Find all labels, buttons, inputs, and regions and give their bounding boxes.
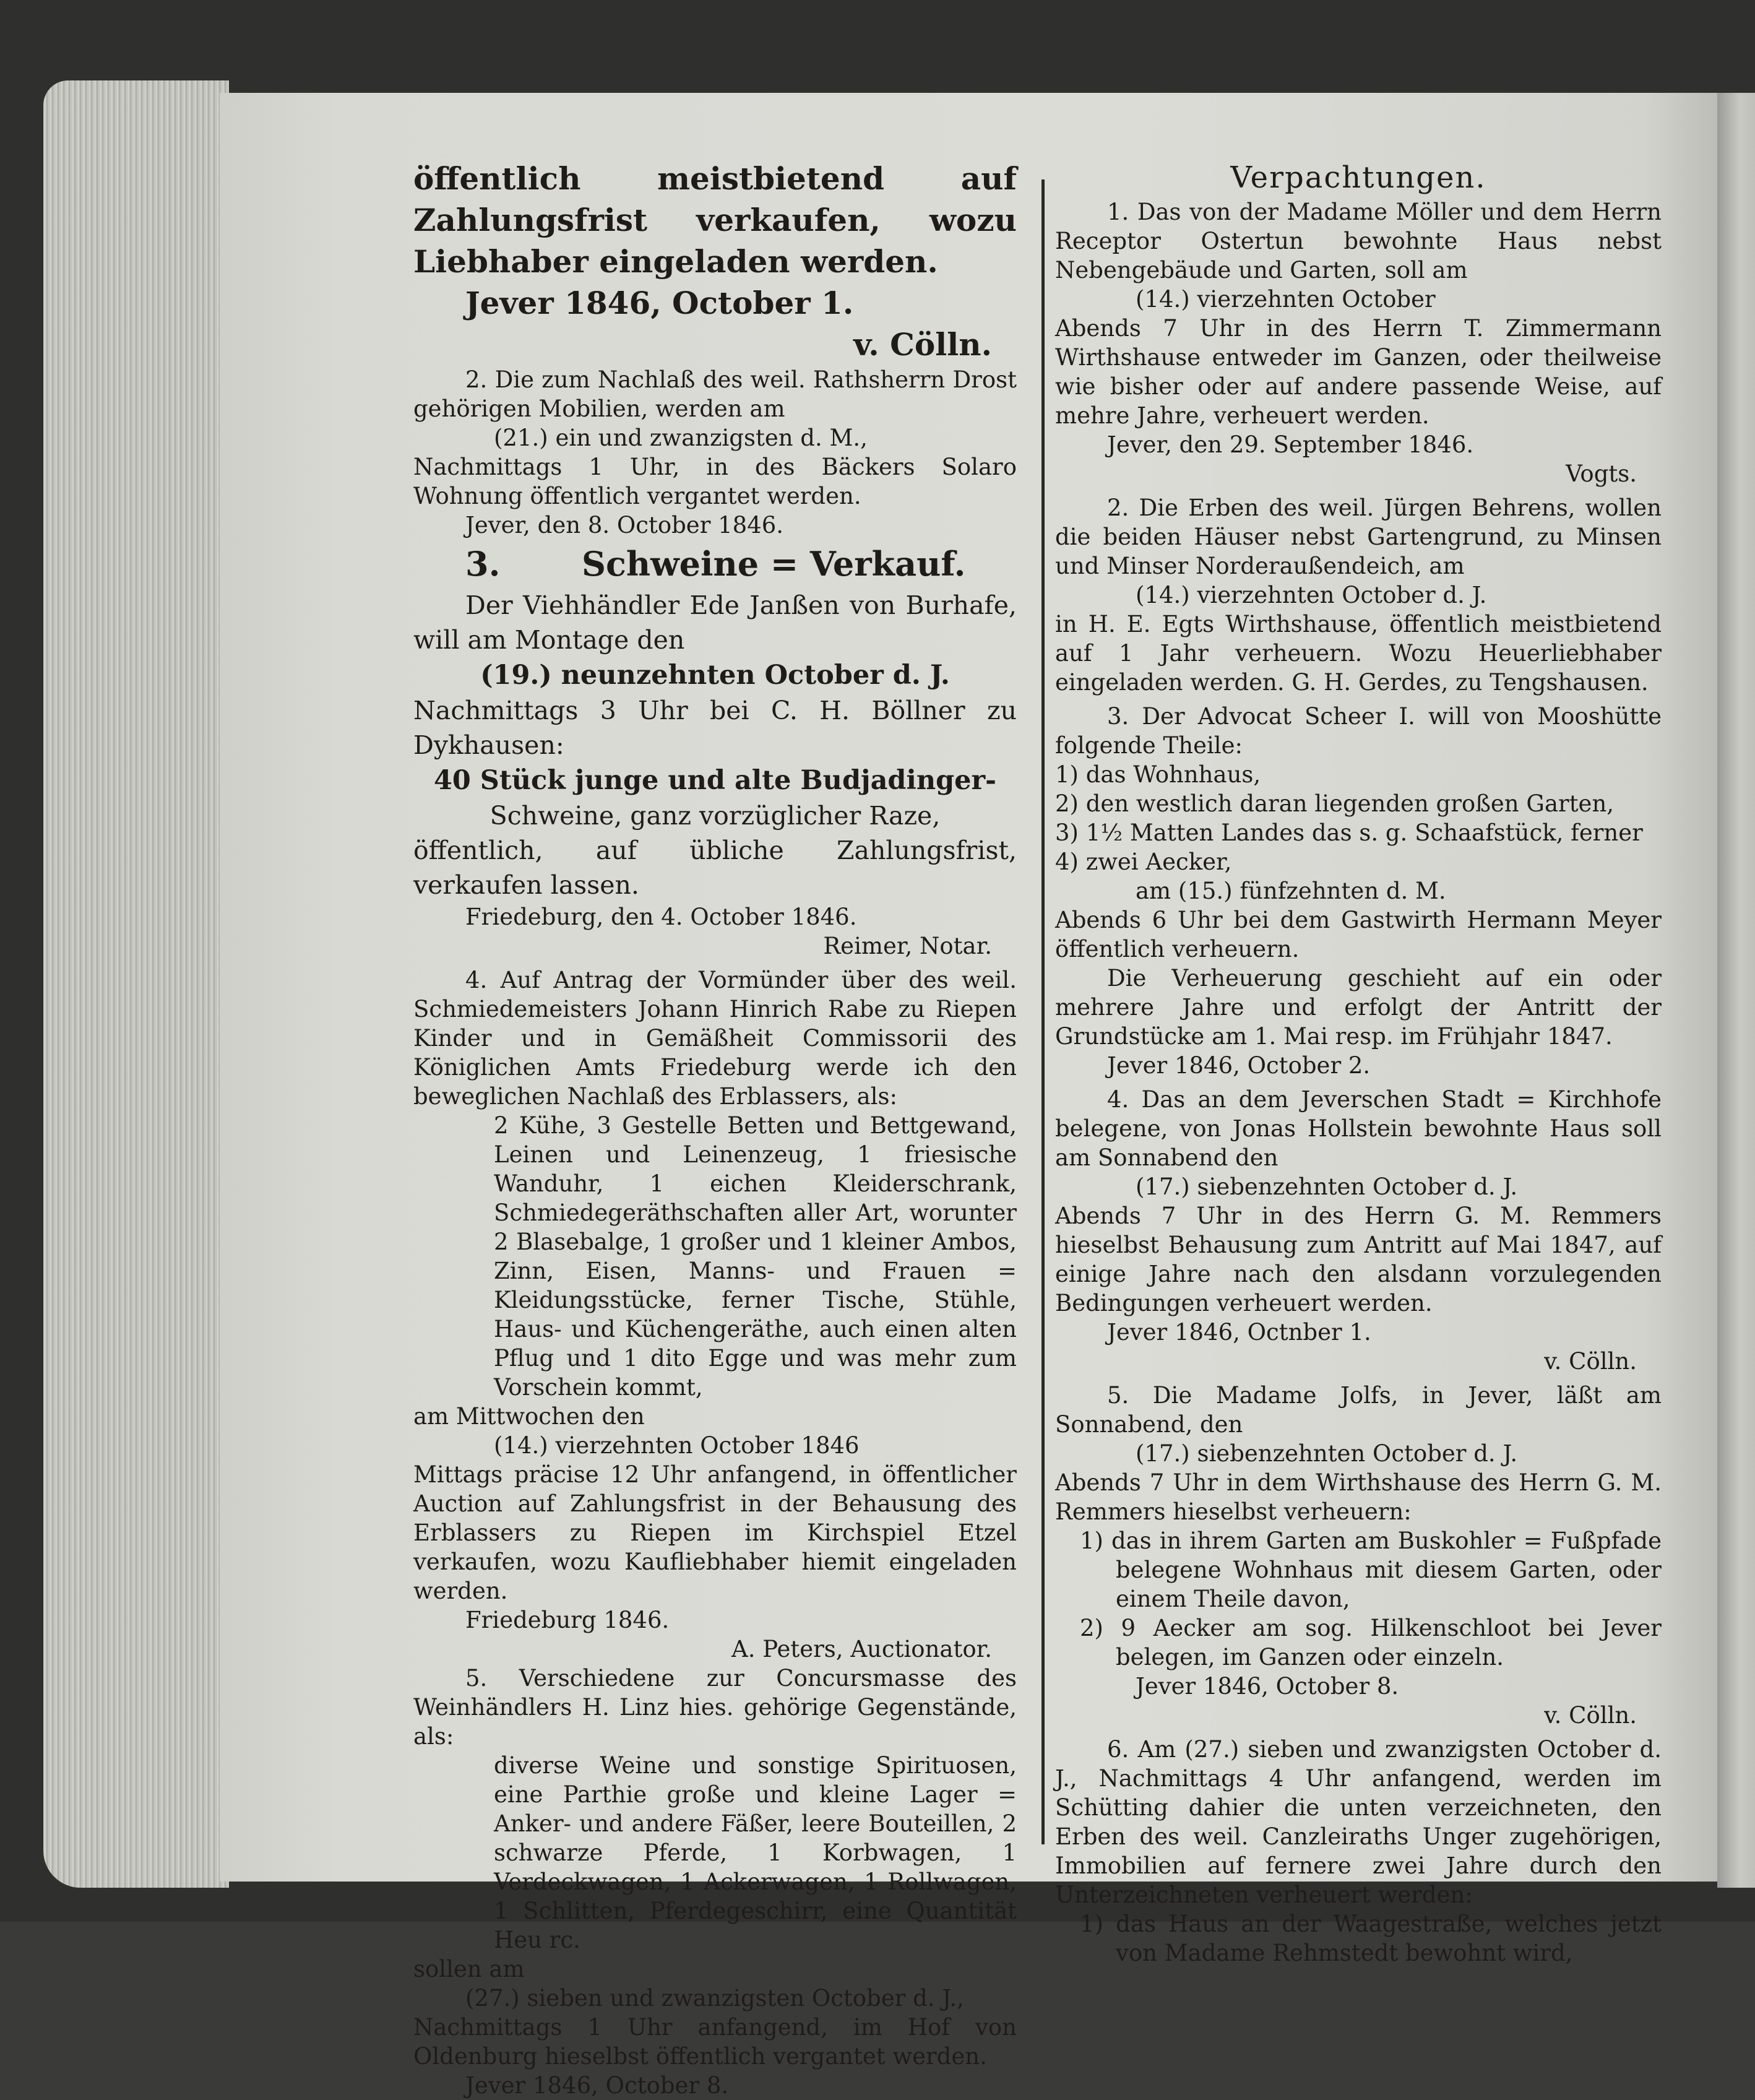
notice-5-text-cont: sollen am — [413, 1956, 525, 1982]
notice-4-item-list: 2 Kühe, 3 Gestelle Betten und Bettgewand, Leinen und Leinenzeug, 1 friesische Wanduhr, 1 eichen Kleiderschrank, Schmiedegeräthschaften aller Art, worunter 2 Blasebalge, 1 großer und 1 kleiner Ambos, Zinn, Eisen, Manns- und Frauen = Kleidungsstücke, ferner Tische, Stühle, Haus- und Küchengeräthe, auch einen alten Pflug und 1 dito Egge und was mehr zum Vorschein kommt, — [494, 1112, 1017, 1401]
notice-4-terms: Mittags präcise 12 Uhr anfangend, in öffentlicher Auction auf Zahlungsfrist in der Behausung des Erblassers zu Riepen im Kirchspiel Etzel verkaufen, wozu Kaufliebhaber hiemit eingeladen werden. — [413, 1461, 1017, 1604]
column-divider — [1041, 179, 1045, 1844]
lease-3-item-1: 1) das Wohnhaus, — [1055, 761, 1261, 788]
notice-5-text: 5. Verschiedene zur Concursmasse des Weinhändlers H. Linz hies. gehörige Gegenstände, als: — [413, 1665, 1017, 1750]
notice-4-date: (14.) vierzehnten October 1846 — [494, 1432, 860, 1459]
right-column — [1055, 158, 1662, 1968]
lease-4-terms: Abends 7 Uhr in des Herrn G. M. Remmers hieselbst Behausung zum Antritt auf Mai 1847, auf einige Jahre nach den alsdann vorzulegenden Bedingungen verheuert werden. — [1055, 1203, 1662, 1316]
lease-3-item-4: 4) zwei Aecker, — [1055, 849, 1232, 875]
lease-4-text: 4. Das an dem Jeverschen Stadt = Kirchhofe belegene, von Jonas Hollstein bewohnte Haus soll am Sonnabend den — [1055, 1086, 1662, 1171]
notice-4-signature: A. Peters, Auctionator. — [731, 1636, 992, 1662]
lease-5-terms: Abends 7 Uhr in dem Wirthshause des Herrn G. M. Remmers hieselbst verheuern: — [1055, 1469, 1662, 1525]
lease-3-date: am (15.) fünfzehnten d. M. — [1136, 878, 1446, 904]
notice-3-date: (19.) neunzehnten October d. J. — [480, 660, 950, 691]
lease-5-date: (17.) siebenzehnten October d. J. — [1136, 1440, 1518, 1467]
lease-2-text: 2. Die Erben des weil. Jürgen Behrens, wollen die beiden Häuser nebst Gartengrund, zu Minsen und Minser Norderaußendeich, am — [1055, 495, 1662, 579]
lease-3-item-3: 3) 1½ Matten Landes das s. g. Schaafstück, ferner — [1055, 819, 1643, 846]
lease-2-date: (14.) vierzehnten October d. J. — [1136, 582, 1487, 608]
lease-3-terms: Abends 6 Uhr bei dem Gastwirth Hermann Meyer öffentlich verheuern. — [1055, 907, 1662, 962]
notice-5-date: (27.) sieben und zwanzigsten October d. J., — [465, 1985, 964, 2011]
left-column — [413, 158, 1017, 2100]
lease-1-text: 1. Das von der Madame Möller und dem Herrn Receptor Ostertun bewohnte Haus nebst Nebengebäude und Garten, soll am — [1055, 199, 1662, 283]
notice-3-text: Der Viehhändler Ede Janßen von Burhafe, will am Montage den — [413, 590, 1017, 655]
lease-5-signature: v. Cölln. — [1544, 1702, 1637, 1729]
lease-3-conditions: Die Verheuerung geschieht auf ein oder mehrere Jahre und erfolgt der Antritt der Grundstücke am 1. Mai resp. im Frühjahr 1847. — [1055, 965, 1662, 1050]
notice-dateline: Jever 1846, October 1. — [465, 285, 854, 321]
notice-3-item-line-1: 40 Stück junge und alte Budjadinger- — [433, 765, 997, 796]
lease-3-dateline: Jever 1846, October 2. — [1107, 1052, 1371, 1079]
lease-2-terms: in H. E. Egts Wirthshause, öffentlich meistbietend auf 1 Jahr verheuern. Wozu Heuerliebhaber eingeladen werden. G. H. Gerdes, zu Tengshausen. — [1055, 611, 1662, 696]
notice-5-dateline: Jever 1846, October 8. — [465, 2072, 729, 2099]
notice-4-text: 4. Auf Antrag der Vormünder über des weil. Schmiedemeisters Johann Hinrich Rabe zu Riepen Kinder und in Gemäßheit Commissorii des Königlichen Amts Friedeburg werde ich den beweglichen Nachlaß des Erblassers, als: — [413, 967, 1017, 1110]
lease-4-date: (17.) siebenzehnten October d. J. — [1136, 1173, 1518, 1200]
facing-page-edge — [1717, 93, 1755, 1888]
notice-2-dateline: Jever, den 8. October 1846. — [465, 512, 784, 538]
book-page-edges — [43, 80, 229, 1888]
notice-4-day: am Mittwochen den — [413, 1403, 645, 1430]
notice-signature: v. Cölln. — [853, 326, 992, 363]
lease-5-text: 5. Die Madame Jolfs, in Jever, läßt am Sonnabend, den — [1055, 1382, 1662, 1438]
lease-6-item-1: 1) das Haus an der Waagestraße, welches jetzt von Madame Rehmstedt bewohnt wird, — [1080, 1911, 1662, 1966]
lease-1-date: (14.) vierzehnten October — [1136, 286, 1436, 313]
lease-4-signature: v. Cölln. — [1544, 1348, 1637, 1375]
notice-2-text-cont: Nachmittags 1 Uhr, in des Bäckers Solaro Wohnung öffentlich vergantet werden. — [413, 454, 1017, 509]
continued-notice-text: öffentlich meistbietend auf Zahlungsfrist verkaufen, wozu Liebhaber eingeladen werden. — [413, 160, 1017, 280]
notice-5-item-list: diverse Weine und sonstige Spirituosen, eine Parthie große und kleine Lager = Anker- und andere Fäßer, leere Bouteillen, 2 schwarze Pferde, 1 Korbwagen, 1 Verdeckwagen, 1 Ackerwagen, 1 Rollwagen, 1 Schlitten, Pferdegeschirr, eine Quantität Heu rc. — [494, 1752, 1017, 1953]
lease-6-text: 6. Am (27.) sieben und zwanzigsten October d. J., Nachmittags 4 Uhr anfangend, werden im Schütting dahier die unten verzeichneten, den Erben des weil. Canzleiraths Unger zugehörigen, Immobilien auf fernere zwei Jahre durch den Unterzeichneten verheuert werden: — [1055, 1736, 1662, 1908]
lease-1-signature: Vogts. — [1566, 460, 1637, 487]
lease-3-item-2: 2) den westlich daran liegenden großen Garten, — [1055, 790, 1615, 817]
lease-5-item-2: 2) 9 Aecker am sog. Hilkenschloot bei Jever belegen, im Ganzen oder einzeln. — [1080, 1615, 1662, 1670]
notice-3-signature: Reimer, Notar. — [823, 933, 992, 959]
notice-4-dateline: Friedeburg 1846. — [465, 1607, 670, 1633]
notice-2-text: 2. Die zum Nachlaß des weil. Rathsherrn Drost gehörigen Mobilien, werden am — [413, 366, 1017, 422]
lease-5-dateline: Jever 1846, October 8. — [1136, 1673, 1399, 1700]
lease-3-text: 3. Der Advocat Scheer I. will von Mooshütte folgende Theile: — [1055, 703, 1662, 759]
section-heading-verpachtungen: Verpachtungen. — [1230, 160, 1486, 195]
notice-3-item-line-2: Schweine, ganz vorzüglicher Raze, — [489, 801, 941, 831]
lease-1-dateline: Jever, den 29. September 1846. — [1107, 431, 1474, 458]
notice-5-terms: Nachmittags 1 Uhr anfangend, im Hof von Oldenburg hieselbst öffentlich vergantet werden. — [413, 2014, 1017, 2070]
lease-4-dateline: Jever 1846, Octnber 1. — [1107, 1319, 1371, 1346]
section-heading-schweine-verkauf: 3. Schweine = Verkauf. — [465, 544, 966, 584]
notice-3-dateline: Friedeburg, den 4. October 1846. — [465, 904, 857, 930]
notice-3-time-place: Nachmittags 3 Uhr bei C. H. Böllner zu Dykhausen: — [413, 696, 1017, 760]
notice-3-terms: öffentlich, auf übliche Zahlungsfrist, verkaufen lassen. — [413, 836, 1017, 900]
notice-2-date: (21.) ein und zwanzigsten d. M., — [494, 425, 868, 451]
lease-5-item-1: 1) das in ihrem Garten am Buskohler = Fußpfade belegene Wohnhaus mit diesem Garten, oder einem Theile davon, — [1080, 1527, 1662, 1612]
lease-1-terms: Abends 7 Uhr in des Herrn T. Zimmermann Wirthshause entweder im Ganzen, oder theilweise wie bisher oder auf andere passende Weise, auf mehre Jahre, verheuert werden. — [1055, 315, 1662, 429]
